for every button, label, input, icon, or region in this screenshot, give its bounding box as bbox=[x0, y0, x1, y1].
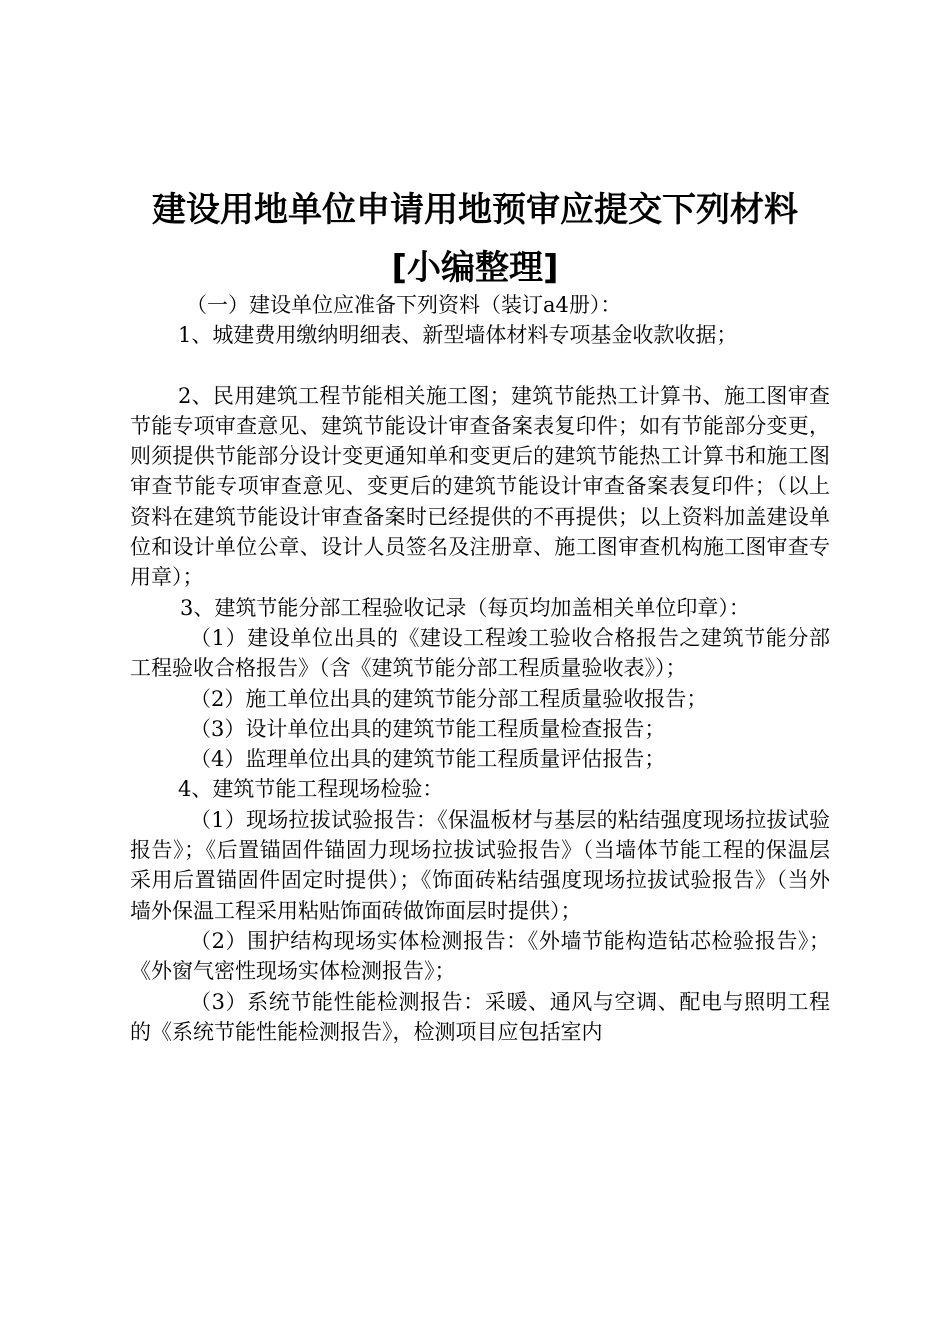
document-title: 建设用地单位申请用地预审应提交下列材料 bbox=[152, 190, 798, 230]
paragraph-item-4: 4、建筑节能工程现场检验： bbox=[178, 777, 444, 802]
document-body bbox=[130, 290, 830, 1047]
paragraph-item-3-4: （4）监理单位出具的建筑节能工程质量评估报告； bbox=[190, 747, 666, 772]
paragraph-section-1: （一）建设单位应准备下列资料（装订a4册）： bbox=[186, 293, 622, 317]
paragraph-item-3-3: （3）设计单位出具的建筑节能工程质量检查报告； bbox=[190, 716, 666, 741]
blank-line bbox=[130, 351, 830, 381]
paragraph-item-2: 2、民用建筑工程节能相关施工图；建筑节能热工计算书、施工图审查节能专项审查意见、建筑节能设计审查备案表复印件；如有节能部分变更，则须提供节能部分设计变更通知单和变更后的建筑节能热工计算书和施工图审查节能专项审查意见、变更后的建筑节能设计审查备案表复印件；（以上资料在建筑节能设计审查备案时已经提供的不再提供；以上资料加盖建设单位和设计单位公章、设计人员签名及注册章、施工图审查机构施工图审查专用章）； bbox=[130, 383, 830, 590]
paragraph-item-3: 3、建筑节能分部工程验收记录（每页均加盖相关单位印章）： bbox=[180, 595, 750, 620]
document-subtitle: [小编整理] bbox=[391, 248, 559, 288]
paragraph-item-3-2: （2）施工单位出具的建筑节能分部工程质量验收报告； bbox=[190, 686, 708, 711]
paragraph-item-4-3: （3）系统节能性能检测报告：采暖、通风与空调、配电与照明工程的《系统节能性能检测报告》，检测项目应包括室内 bbox=[130, 989, 830, 1044]
paragraph-item-4-2: （2）围护结构现场实体检测报告：《外墙节能构造钻芯检验报告》；《外窗气密性现场实体检测报告》； bbox=[130, 928, 830, 984]
paragraph-item-1: 1、城建费用缴纳明细表、新型墙体材料专项基金收款收据； bbox=[178, 323, 738, 348]
paragraph-item-4-1: （1）现场拉拔试验报告：《保温板材与基层的粘结强度现场拉拔试验报告》；《后置锚固件锚固力现场拉拔试验报告》（当墙体节能工程的保温层采用后置锚固件固定时提供）；《饰面砖粘结强度现场拉拔试验报告》（当外墙外保温工程采用粘贴饰面砖做饰面层时提供）； bbox=[130, 807, 830, 923]
paragraph-item-3-1: （1）建设单位出具的《建设工程竣工验收合格报告之建筑节能分部工程验收合格报告》（含《建筑节能分部工程质量验收表》）； bbox=[130, 625, 830, 681]
